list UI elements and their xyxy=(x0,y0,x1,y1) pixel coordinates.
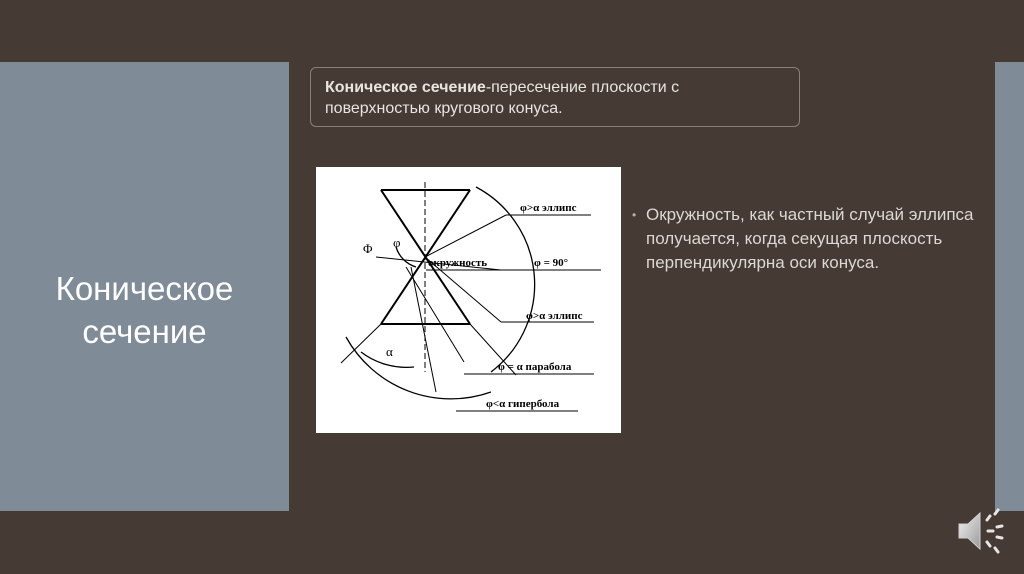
label-hyperbola: φ<α гипербола xyxy=(486,398,560,410)
label-parabola: φ = α парабола xyxy=(498,361,572,373)
label-phi: φ xyxy=(393,235,401,250)
label-circle: окружность xyxy=(428,257,488,269)
right-accent-strip xyxy=(995,62,1024,511)
top-band xyxy=(0,0,1024,62)
label-ellipse-mid: φ>α эллипс xyxy=(526,310,583,322)
conic-section-figure xyxy=(316,167,621,433)
cone-diagram xyxy=(316,167,621,433)
speaker-icon[interactable] xyxy=(955,507,1007,555)
bullet-dot-icon: • xyxy=(632,208,637,222)
label-alpha: α xyxy=(386,344,393,359)
definition-text: -пересечение плоскости с поверхностью кругового конуса. xyxy=(325,79,680,117)
bullet-item: Окружность, как частный случай эллипса получается, когда секущая плоскость перпендикулярна оси конуса. xyxy=(646,205,974,272)
bullet-list xyxy=(632,203,982,275)
label-phi-cap: Φ xyxy=(363,241,373,256)
definition-box xyxy=(310,67,800,127)
label-ellipse-top: φ>α эллипс xyxy=(520,202,577,214)
definition-term: Коническое сечение xyxy=(325,79,486,96)
slide-title: Коническое сечение xyxy=(55,270,234,350)
label-phi-90: φ = 90° xyxy=(534,257,569,269)
title-panel xyxy=(0,62,289,511)
